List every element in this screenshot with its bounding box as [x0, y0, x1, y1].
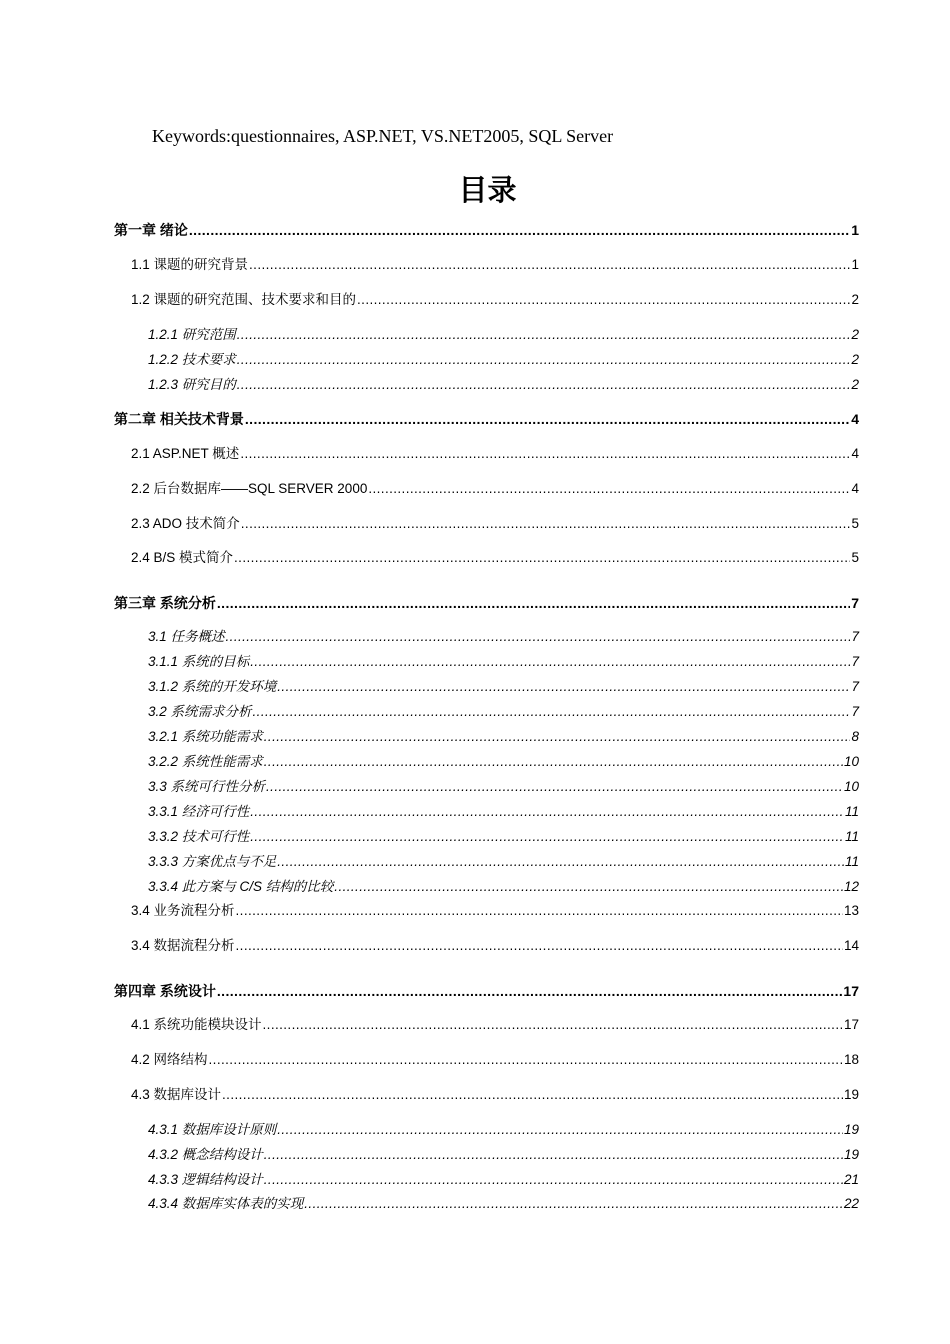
toc-entry-label: 第四章 系统设计	[114, 983, 216, 999]
toc-entry[interactable]	[131, 257, 859, 273]
toc-entry-label: 4.3 数据库设计	[131, 1087, 222, 1102]
toc-entry[interactable]	[148, 654, 859, 670]
toc-entry-page: 4	[851, 446, 859, 461]
toc-entry[interactable]	[148, 1147, 859, 1163]
toc-entry[interactable]	[131, 903, 859, 919]
toc-dot-leader	[264, 729, 851, 745]
toc-entry-label: 4.3.3 逻辑结构设计	[148, 1172, 263, 1187]
toc-entry-label: 3.3.1 经济可行性	[148, 804, 250, 819]
toc-entry-page: 5	[851, 550, 859, 565]
toc-entry-page: 11	[844, 854, 859, 869]
toc-entry-page: 10	[843, 779, 859, 794]
toc-dot-leader	[264, 1147, 843, 1163]
toc-entry[interactable]	[131, 1052, 859, 1068]
toc-entry[interactable]	[131, 550, 859, 566]
toc-entry[interactable]	[148, 779, 859, 795]
toc-dot-leader	[217, 595, 850, 611]
toc-dot-leader	[189, 222, 850, 238]
toc-entry[interactable]	[148, 629, 859, 645]
toc-entry-label: 3.3 系统可行性分析	[148, 779, 266, 794]
toc-entry[interactable]	[148, 679, 859, 695]
toc-entry-label: 3.3.2 技术可行性	[148, 829, 250, 844]
toc-entry-label: 2.3 ADO 技术简介	[131, 516, 240, 531]
toc-entry-page: 21	[843, 1172, 859, 1187]
toc-entry[interactable]	[114, 983, 859, 999]
toc-entry-label: 3.2.2 系统性能需求	[148, 754, 263, 769]
toc-entry-page: 1	[851, 222, 859, 238]
toc-entry-page: 7	[851, 654, 859, 669]
toc-dot-leader	[357, 292, 850, 308]
toc-entry[interactable]	[148, 704, 859, 720]
toc-dot-leader	[236, 938, 843, 954]
toc-entry[interactable]	[114, 411, 859, 427]
toc-dot-leader	[277, 1122, 843, 1138]
toc-entry-label: 4.2 网络结构	[131, 1052, 208, 1067]
toc-entry-page: 1	[851, 257, 859, 272]
toc-entry-page: 2	[851, 292, 859, 307]
toc-dot-leader	[253, 704, 851, 720]
toc-entry-label: 1.2.2 技术要求	[148, 352, 236, 367]
toc-entry-label: 1.1 课题的研究背景	[131, 257, 249, 272]
toc-dot-leader	[266, 779, 843, 795]
toc-dot-leader	[277, 679, 850, 695]
toc-dot-leader	[264, 754, 843, 770]
toc-entry[interactable]	[148, 1122, 859, 1138]
toc-dot-leader	[250, 804, 844, 820]
toc-entry[interactable]	[131, 481, 859, 497]
toc-entry-page: 8	[851, 729, 859, 744]
toc-entry-page: 19	[843, 1122, 859, 1137]
toc-dot-leader	[236, 903, 843, 919]
toc-entry[interactable]	[148, 754, 859, 770]
toc-dot-leader	[226, 629, 851, 645]
toc-entry-label: 3.2.1 系统功能需求	[148, 729, 263, 744]
toc-dot-leader	[222, 1087, 843, 1103]
toc-entry[interactable]	[131, 1017, 859, 1033]
toc-dot-leader	[237, 377, 851, 393]
toc-entry-page: 7	[851, 629, 859, 644]
toc-dot-leader	[217, 983, 843, 999]
toc-dot-leader	[249, 257, 850, 273]
toc-entry[interactable]	[131, 292, 859, 308]
toc-entry[interactable]	[131, 1087, 859, 1103]
toc-entry[interactable]	[148, 1196, 859, 1212]
toc-entry-page: 14	[843, 938, 859, 953]
toc-entry-page: 4	[851, 411, 859, 427]
toc-entry-label: 第三章 系统分析	[114, 595, 216, 611]
toc-entry[interactable]	[131, 446, 859, 462]
toc-entry[interactable]	[148, 854, 859, 870]
toc-dot-leader	[245, 411, 850, 427]
keywords-line: Keywords:questionnaires, ASP.NET, VS.NET2005, SQL Server	[152, 126, 614, 146]
toc-entry-page: 5	[851, 516, 859, 531]
toc-dot-leader	[250, 829, 844, 845]
toc-dot-leader	[240, 446, 850, 462]
toc-entry[interactable]	[148, 1172, 859, 1188]
toc-entry-label: 3.1.2 系统的开发环境	[148, 679, 277, 694]
toc-entry-label: 4.3.4 数据库实体表的实现	[148, 1196, 304, 1211]
toc-dot-leader	[277, 854, 844, 870]
toc-entry-page: 7	[851, 595, 859, 611]
toc-dot-leader	[334, 879, 843, 895]
toc-entry[interactable]	[114, 222, 859, 238]
toc-entry[interactable]	[131, 938, 859, 954]
toc-entry-page: 19	[843, 1087, 859, 1102]
toc-entry-label: 2.2 后台数据库——SQL SERVER 2000	[131, 481, 368, 496]
toc-entry-label: 1.2.3 研究目的	[148, 377, 236, 392]
toc-entry-page: 7	[851, 704, 859, 719]
toc-entry-page: 4	[851, 481, 859, 496]
toc-dot-leader	[237, 352, 851, 368]
toc-entry-label: 3.4 数据流程分析	[131, 938, 235, 953]
toc-entry-page: 11	[844, 804, 859, 819]
toc-dot-leader	[234, 550, 850, 566]
toc-entry-label: 3.4 业务流程分析	[131, 903, 235, 918]
toc-dot-leader	[250, 654, 850, 670]
toc-entry-label: 4.3.1 数据库设计原则	[148, 1122, 277, 1137]
toc-dot-leader	[368, 481, 850, 497]
toc-entry-label: 3.2 系统需求分析	[148, 704, 252, 719]
toc-entry-label: 3.1.1 系统的目标	[148, 654, 250, 669]
toc-entry-page: 19	[843, 1147, 859, 1162]
toc-entry-page: 13	[843, 903, 859, 918]
toc-dot-leader	[241, 516, 851, 532]
toc-entry-page: 18	[843, 1052, 859, 1067]
toc-entry-label: 第一章 绪论	[114, 222, 188, 238]
toc-entry-page: 10	[843, 754, 859, 769]
toc-entry-page: 12	[843, 879, 859, 894]
toc-entry[interactable]	[148, 829, 859, 845]
toc-entry-page: 11	[844, 829, 859, 844]
toc-entry-page: 2	[851, 377, 859, 392]
toc-entry-label: 第二章 相关技术背景	[114, 411, 244, 427]
toc-entry-label: 2.4 B/S 模式简介	[131, 550, 234, 565]
toc-dot-leader	[304, 1196, 843, 1212]
toc-entry-label: 4.1 系统功能模块设计	[131, 1017, 262, 1032]
toc-entry[interactable]	[148, 729, 859, 745]
toc-entry[interactable]	[148, 804, 859, 820]
toc-entry-label: 1.2 课题的研究范围、技术要求和目的	[131, 292, 357, 307]
toc-dot-leader	[263, 1017, 843, 1033]
toc-title: 目录	[458, 173, 517, 207]
toc-entry-label: 3.3.4 此方案与 C/S 结构的比较	[148, 879, 334, 894]
toc-entry-page: 7	[851, 679, 859, 694]
toc-entry-label: 3.3.3 方案优点与不足	[148, 854, 277, 869]
toc-entry-label: 1.2.1 研究范围	[148, 327, 236, 342]
toc-entry-label: 2.1 ASP.NET 概述	[131, 446, 240, 461]
toc-entry-page: 2	[851, 327, 859, 342]
toc-entry[interactable]	[148, 327, 859, 343]
toc-entry-page: 17	[843, 1017, 859, 1032]
toc-entry[interactable]	[148, 879, 859, 895]
toc-entry-page: 17	[843, 983, 859, 999]
toc-entry[interactable]	[148, 352, 859, 368]
toc-entry-page: 22	[843, 1196, 859, 1211]
toc-entry[interactable]	[114, 595, 859, 611]
toc-entry[interactable]	[131, 516, 859, 532]
toc-dot-leader	[264, 1172, 843, 1188]
toc-entry-label: 4.3.2 概念结构设计	[148, 1147, 263, 1162]
toc-entry-label: 3.1 任务概述	[148, 629, 225, 644]
toc-entry-page: 2	[851, 352, 859, 367]
toc-entry[interactable]	[148, 377, 859, 393]
toc-dot-leader	[209, 1052, 843, 1068]
toc-dot-leader	[237, 327, 851, 343]
